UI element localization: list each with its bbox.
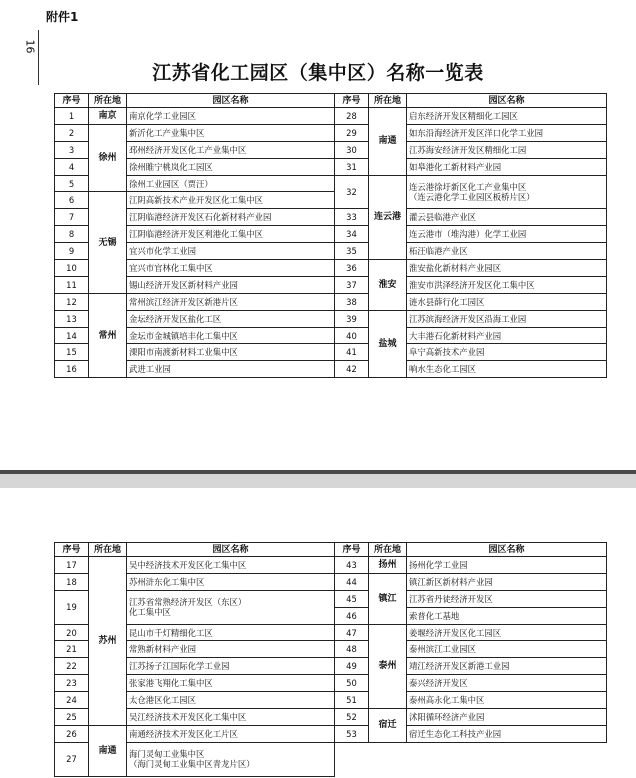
table-row	[55, 124, 335, 141]
header-park-name: 园区名称	[127, 94, 335, 108]
table-header-row	[55, 94, 335, 108]
row-number: 33	[335, 209, 369, 226]
table-header-row	[335, 543, 607, 557]
row-park-name	[127, 327, 335, 344]
table-row	[55, 557, 335, 574]
park-name-line: 江苏海安经济开发区精细化工园	[409, 144, 527, 155]
row-number: 24	[55, 692, 89, 709]
park-name-line: 泰州滨江工业园区	[409, 644, 476, 655]
row-park-name	[127, 742, 335, 776]
row-park-name	[127, 344, 335, 361]
park-name-line: 金坛经济开发区盐化工区	[129, 313, 222, 324]
header-park-name: 园区名称	[127, 543, 335, 557]
row-park-name	[127, 293, 335, 310]
header-park-name: 园区名称	[407, 94, 607, 108]
park-name-line: 徐州工业园区（贾汪）	[129, 178, 213, 189]
table-row	[335, 557, 607, 574]
park-name-line: 如东沿海经济开发区洋口化学工业园	[409, 127, 543, 138]
park-name-line: 常熟新材料产业园	[129, 644, 196, 655]
row-number: 19	[55, 590, 89, 624]
park-name-line: 淮安盐化新材料产业园区	[409, 262, 502, 273]
row-park-name	[127, 361, 335, 378]
header-no: 序号	[55, 94, 89, 108]
row-park-name	[407, 692, 607, 709]
park-name-line: 张家港飞翔化工集中区	[129, 678, 213, 689]
table-header-row	[335, 94, 607, 108]
park-name-line: 索普化工基地	[409, 610, 460, 621]
row-park-name	[407, 175, 607, 209]
row-location: 南通	[89, 725, 127, 776]
row-number: 51	[335, 692, 369, 709]
table-left	[54, 93, 335, 378]
row-number: 11	[55, 276, 89, 293]
table-row	[55, 293, 335, 310]
header-no: 序号	[335, 543, 369, 557]
table-row	[335, 624, 607, 641]
row-park-name	[407, 108, 607, 125]
park-name-line: 连云港徐圩新区化工产业集中区	[409, 181, 527, 192]
row-number: 30	[335, 141, 369, 158]
row-number: 12	[55, 293, 89, 310]
row-park-name	[127, 573, 335, 590]
park-name-line: 江阴高新技术产业开发区化工集中区	[129, 195, 263, 206]
row-park-name	[127, 725, 335, 742]
row-number: 29	[335, 124, 369, 141]
header-no: 序号	[55, 543, 89, 557]
row-park-name	[407, 293, 607, 310]
row-park-name	[127, 175, 335, 192]
park-name-line: 昆山市千灯精细化工区	[129, 627, 213, 638]
park-name-line: 武进工业园	[129, 364, 171, 375]
table-row	[335, 108, 607, 125]
row-park-name	[407, 141, 607, 158]
row-park-name	[127, 141, 335, 158]
row-number: 40	[335, 327, 369, 344]
row-number: 34	[335, 226, 369, 243]
park-name-line: 姜堰经济开发区化工园区	[409, 627, 502, 638]
park-name-line: 宜兴市化学工业园	[129, 246, 196, 257]
park-name-line: 涟水县薛行化工园区	[409, 296, 485, 307]
row-location: 南通	[369, 108, 407, 176]
park-name-line: 江阴临港经济开发区利港化工集中区	[129, 229, 263, 240]
row-number: 10	[55, 260, 89, 277]
row-location: 宿迁	[369, 709, 407, 743]
row-park-name	[127, 624, 335, 641]
row-number: 18	[55, 573, 89, 590]
park-name-line: 泰兴经济开发区	[409, 678, 468, 689]
row-number: 27	[55, 742, 89, 776]
row-park-name	[127, 243, 335, 260]
park-name-line: 启东经济开发区精细化工园区	[409, 110, 518, 121]
row-park-name	[407, 276, 607, 293]
table-left	[54, 542, 335, 777]
row-number: 1	[55, 108, 89, 125]
header-location: 所在地	[89, 94, 127, 108]
park-name-line: 江苏滨海经济开发区沿海工业园	[409, 313, 527, 324]
park-name-line: 金坛市金城镇培丰化工集中区	[129, 330, 238, 341]
row-number: 14	[55, 327, 89, 344]
row-park-name	[407, 641, 607, 658]
park-name-line: 江苏扬子江国际化学工业园	[129, 661, 230, 672]
row-number: 4	[55, 158, 89, 175]
annex-label: 附件1	[46, 10, 79, 24]
park-name-line: 江阴临港经济开发区石化新材料产业园	[129, 212, 272, 223]
page-separator	[0, 470, 636, 488]
header-location: 所在地	[369, 94, 407, 108]
row-number: 15	[55, 344, 89, 361]
row-number: 5	[55, 175, 89, 192]
row-number: 43	[335, 557, 369, 574]
row-park-name	[407, 675, 607, 692]
row-number: 7	[55, 209, 89, 226]
row-number: 23	[55, 675, 89, 692]
row-location: 南京	[89, 108, 127, 125]
park-name-line: 苏州浒东化工集中区	[129, 576, 205, 587]
row-park-name	[407, 260, 607, 277]
park-name-line: 宿迁生态化工科技产业园	[409, 728, 502, 739]
park-name-line-2: （海门灵甸工业集中区青龙片区）	[129, 759, 255, 770]
row-park-name	[127, 276, 335, 293]
row-park-name	[407, 243, 607, 260]
header-location: 所在地	[369, 543, 407, 557]
table-row	[335, 709, 607, 726]
row-park-name	[407, 658, 607, 675]
row-park-name	[407, 607, 607, 624]
park-name-line: 扬州化学工业园	[409, 559, 468, 570]
row-number: 53	[335, 725, 369, 742]
row-park-name	[127, 192, 335, 209]
row-number: 50	[335, 675, 369, 692]
row-number: 21	[55, 641, 89, 658]
row-park-name	[407, 557, 607, 574]
table-header-row	[55, 543, 335, 557]
table-row	[55, 108, 335, 125]
row-number: 26	[55, 725, 89, 742]
row-number: 8	[55, 226, 89, 243]
table-right	[334, 93, 607, 378]
park-name-line: 溧阳市南渡新材料工业集中区	[129, 347, 238, 358]
park-name-line: 如皋港化工新材料产业园	[409, 161, 502, 172]
park-name-line: 连云港市（堆沟港）化学工业园	[409, 229, 527, 240]
park-name-line: 江苏省丹徒经济开发区	[409, 593, 493, 604]
row-number: 13	[55, 310, 89, 327]
row-number: 52	[335, 709, 369, 726]
row-number: 25	[55, 709, 89, 726]
row-number: 49	[335, 658, 369, 675]
header-park-name: 园区名称	[407, 543, 607, 557]
table-right	[334, 542, 607, 743]
park-name-line: 新沂化工产业集中区	[129, 127, 205, 138]
park-name-line-2: （连云港化学工业园区板桥片区）	[409, 191, 535, 202]
row-number: 22	[55, 658, 89, 675]
park-name-line: 徐州睢宁桃岚化工园区	[129, 161, 213, 172]
park-name-line: 太仓港区化工园区	[129, 695, 196, 706]
row-number: 9	[55, 243, 89, 260]
row-number: 38	[335, 293, 369, 310]
row-number: 41	[335, 344, 369, 361]
row-location: 淮安	[369, 260, 407, 311]
row-park-name	[127, 641, 335, 658]
park-name-line: 泰州高永化工集中区	[409, 695, 485, 706]
row-location: 泰州	[369, 624, 407, 708]
row-park-name	[407, 725, 607, 742]
row-park-name	[127, 226, 335, 243]
table-row	[335, 310, 607, 327]
park-name-line: 阜宁高新技术产业园	[409, 347, 485, 358]
row-number: 32	[335, 175, 369, 209]
row-location: 常州	[89, 293, 127, 377]
table-row	[335, 260, 607, 277]
row-park-name	[407, 310, 607, 327]
park-name-line: 海门灵甸工业集中区	[129, 749, 205, 760]
park-name-line: 响水生态化工园区	[409, 364, 476, 375]
row-number: 35	[335, 243, 369, 260]
row-number: 39	[335, 310, 369, 327]
table-row	[335, 573, 607, 590]
table-row	[55, 725, 335, 742]
table-row	[335, 175, 607, 209]
row-park-name	[127, 692, 335, 709]
park-name-line: 南京化学工业园区	[129, 110, 196, 121]
row-park-name	[127, 709, 335, 726]
row-location: 连云港	[369, 175, 407, 259]
row-location: 苏州	[89, 557, 127, 726]
row-park-name	[127, 557, 335, 574]
row-park-name	[407, 209, 607, 226]
park-name-line: 锡山经济开发区新材料产业园	[129, 279, 238, 290]
row-location: 扬州	[369, 557, 407, 574]
row-park-name	[127, 260, 335, 277]
park-name-line: 镇江新区新材料产业园	[409, 576, 493, 587]
row-park-name	[127, 124, 335, 141]
header-no: 序号	[335, 94, 369, 108]
row-park-name	[127, 675, 335, 692]
row-park-name	[407, 573, 607, 590]
row-park-name	[127, 108, 335, 125]
row-park-name	[127, 209, 335, 226]
row-park-name	[127, 158, 335, 175]
park-name-line: 柘汪临港产业区	[409, 246, 468, 257]
park-name-line: 南通经济技术开发区化工片区	[129, 728, 238, 739]
park-name-line: 灌云县临港产业区	[409, 212, 476, 223]
park-name-line: 江苏省常熟经济开发区（东区）	[129, 597, 247, 608]
row-park-name	[407, 344, 607, 361]
row-park-name	[127, 658, 335, 675]
row-location: 盐城	[369, 310, 407, 378]
table-row	[55, 192, 335, 209]
park-name-line: 常州滨江经济开发区新港片区	[129, 296, 238, 307]
page-title: 江苏省化工园区（集中区）名称一览表	[152, 62, 484, 84]
park-name-line: 吴中经济技术开发区化工集中区	[129, 559, 247, 570]
page-number: 16	[23, 39, 37, 54]
park-name-line-2: 化工集中区	[129, 607, 171, 618]
row-number: 3	[55, 141, 89, 158]
row-park-name	[407, 361, 607, 378]
park-name-line: 邳州经济开发区化工产业集中区	[129, 144, 247, 155]
page-2	[0, 488, 636, 778]
park-name-line: 沭阳循环经济产业园	[409, 711, 485, 722]
header-location: 所在地	[89, 543, 127, 557]
row-location: 镇江	[369, 573, 407, 624]
row-number: 48	[335, 641, 369, 658]
park-name-line: 大丰港石化新材料产业园	[409, 330, 502, 341]
row-number: 31	[335, 158, 369, 175]
row-number: 17	[55, 557, 89, 574]
row-park-name	[407, 124, 607, 141]
row-park-name	[407, 327, 607, 344]
park-name-line: 宜兴市官林化工集中区	[129, 262, 213, 273]
row-number: 2	[55, 124, 89, 141]
row-number: 42	[335, 361, 369, 378]
row-location: 徐州	[89, 124, 127, 192]
park-name-line: 淮安市洪泽经济开发区化工集中区	[409, 279, 535, 290]
row-number: 37	[335, 276, 369, 293]
row-number: 28	[335, 108, 369, 125]
row-park-name	[407, 226, 607, 243]
park-name-line: 靖江经济开发区新港工业园	[409, 661, 510, 672]
row-number: 6	[55, 192, 89, 209]
row-location: 无锡	[89, 192, 127, 293]
row-park-name	[127, 590, 335, 624]
row-number: 16	[55, 361, 89, 378]
row-park-name	[407, 624, 607, 641]
park-name-line: 吴江经济技术开发区化工集中区	[129, 711, 247, 722]
row-number: 45	[335, 590, 369, 607]
row-park-name	[407, 158, 607, 175]
row-park-name	[127, 310, 335, 327]
row-number: 44	[335, 573, 369, 590]
row-number: 47	[335, 624, 369, 641]
row-number: 20	[55, 624, 89, 641]
row-number: 46	[335, 607, 369, 624]
row-park-name	[407, 709, 607, 726]
row-number: 36	[335, 260, 369, 277]
row-park-name	[407, 590, 607, 607]
